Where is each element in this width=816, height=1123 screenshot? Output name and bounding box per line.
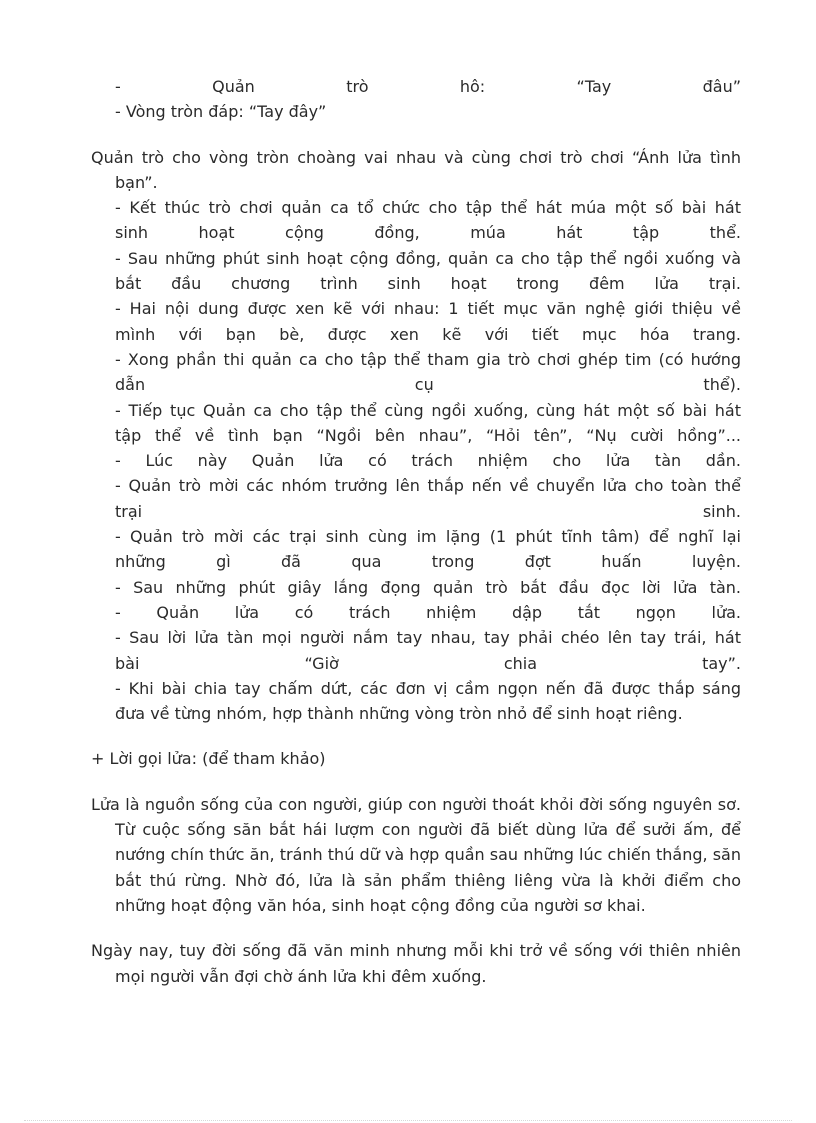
step-line: - Quản lửa có trách nhiệm dập tắt ngọn lửa.	[115, 602, 741, 622]
step-line: - Sau lời lửa tàn mọi người nắm tay nhau, tay phải chéo lên tay trái, hát	[115, 628, 741, 648]
step-line: đưa về từng nhóm, hợp thành những vòng tròn nhỏ để sinh hoạt riêng.	[115, 704, 683, 724]
step-line: tập thể về tình bạn “Ngồi bên nhau”, “Hỏi tên”, “Nụ cười hồng”...	[115, 425, 741, 445]
step-line: sinh hoạt cộng đồng, múa hát tập thể.	[115, 223, 741, 243]
paragraph: Ngày nay, tuy đời sống đã văn minh nhưng mỗi khi trở về sống với thiên nhiên mọi người vẫn đợi chờ ánh lửa khi đêm xuống.	[91, 941, 741, 986]
subheading: + Lời gọi lửa: (để tham khảo)	[91, 749, 326, 769]
step-line: - Quản trò mời các trại sinh cùng im lặng (1 phút tĩnh tâm) để nghĩ lại	[115, 527, 741, 547]
document-page	[91, 74, 741, 989]
step-line: - Kết thúc trò chơi quản ca tổ chức cho tập thể hát múa một số bài hát	[115, 198, 741, 218]
paragraph: Lửa là nguồn sống của con người, giúp con người thoát khỏi đời sống nguyên sơ. Từ cuộc sống săn bắt hái lượm con người đã biết dùng lửa để sưởi ấm, để nướng chín thức ăn, tránh thú dữ và hợp quần sau những lúc chiến thắng, săn bắt thú rừng. Nhờ đó, lửa là sản phẩm thiêng liêng vừa là khởi điểm cho những hoạt động văn hóa, sinh hoạt cộng đồng của người sơ khai.	[91, 794, 741, 915]
step-line: những gì đã qua trong đợt huấn luyện.	[115, 552, 741, 572]
step-line: - Lúc này Quản lửa có trách nhiệm cho lửa tàn dần.	[115, 451, 741, 471]
step-line: - Xong phần thi quản ca cho tập thể tham gia trò chơi ghép tim (có hướng	[115, 349, 741, 369]
step-line: - Sau những phút giây lắng đọng quản trò bắt đầu đọc lời lửa tàn.	[115, 577, 741, 597]
step-line: - Tiếp tục Quản ca cho tập thể cùng ngồi xuống, cùng hát một số bài hát	[115, 400, 741, 420]
intro-line: - Vòng tròn đáp: “Tay đây”	[115, 102, 327, 122]
step-line: - Hai nội dung được xen kẽ với nhau: 1 tiết mục văn nghệ giới thiệu về	[115, 299, 741, 319]
steps-list	[91, 195, 741, 726]
intro-line: - Quản trò hô: “Tay đâu”	[115, 77, 741, 96]
step-line: - Khi bài chia tay chấm dứt, các đơn vị cầm ngọn nến đã được thắp sáng	[115, 678, 741, 698]
step-line: mình với bạn bè, được xen kẽ với tiết mục hóa trang.	[115, 324, 741, 344]
paragraph: Quản trò cho vòng tròn choàng vai nhau và cùng chơi trò chơi “Ánh lửa tình bạn”.	[91, 147, 741, 192]
intro-list	[91, 74, 741, 125]
step-line: trại sinh.	[115, 501, 741, 521]
step-line: bài “Giờ chia tay”.	[115, 653, 741, 673]
step-line: - Quản trò mời các nhóm trưởng lên thắp nến về chuyển lửa cho toàn thể	[115, 476, 741, 496]
step-line: bắt đầu chương trình sinh hoạt trong đêm lửa trại.	[115, 274, 741, 294]
step-line: - Sau những phút sinh hoạt cộng đồng, quản ca cho tập thể ngồi xuống và	[115, 248, 741, 268]
step-line: dẫn cụ thể).	[115, 375, 741, 395]
page-bottom-rule	[24, 1120, 792, 1121]
